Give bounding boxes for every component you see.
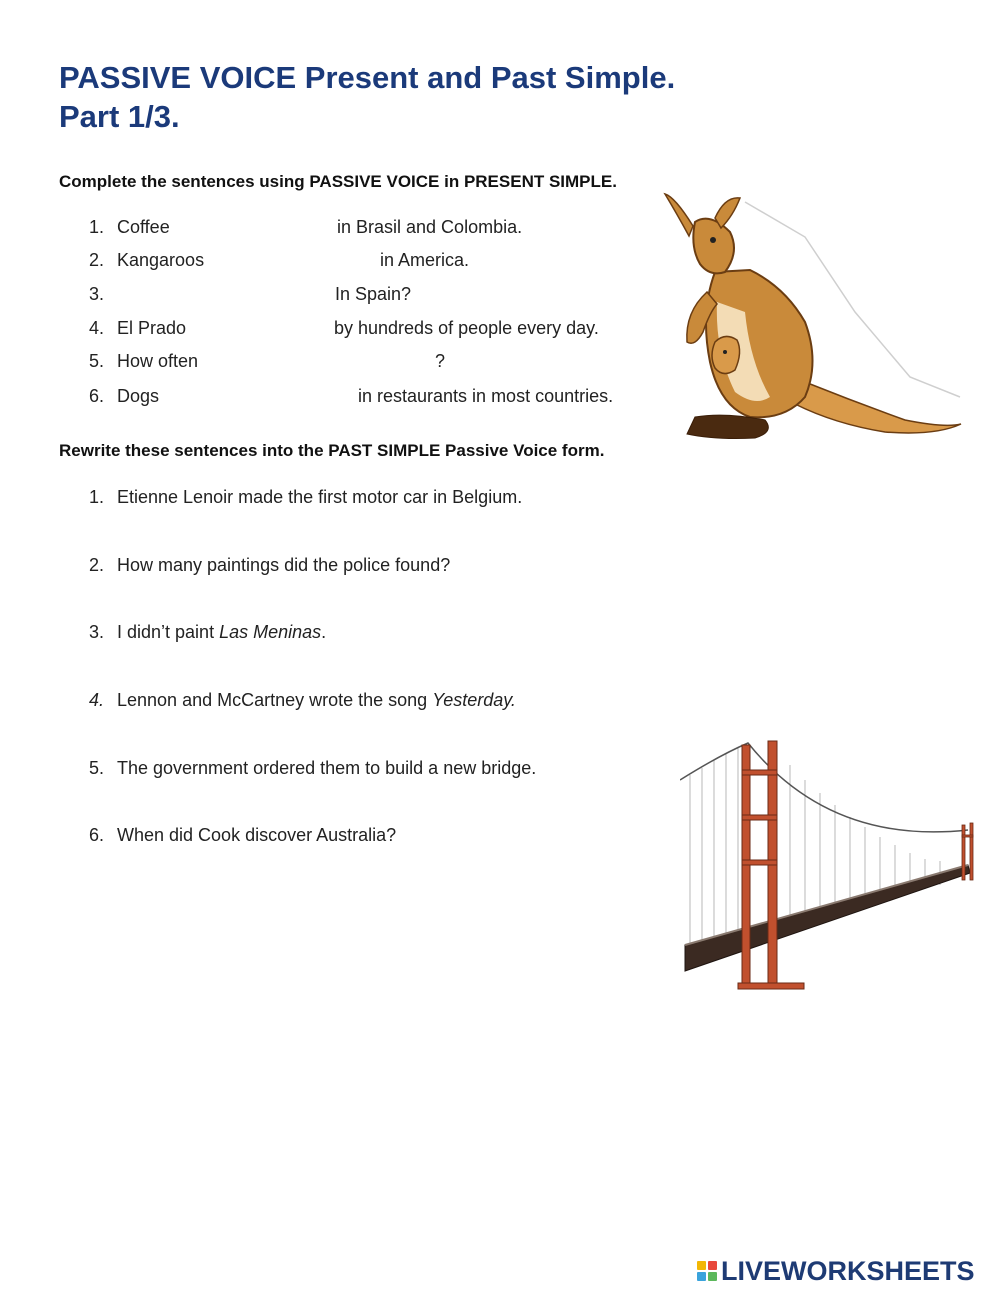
bridge-deck-edge: [685, 865, 968, 945]
sentence-end: in Brasil and Colombia.: [337, 217, 523, 237]
sentence-text: How many paintings did the police found?: [117, 555, 451, 575]
item-number: 2.: [88, 555, 104, 575]
logo-block: [697, 1272, 706, 1281]
kangaroo-eye: [710, 237, 716, 243]
logo-brand-text: LIVEWORKSHEETS: [721, 1255, 975, 1286]
logo-block: [697, 1261, 706, 1270]
kangaroo-ear-left: [665, 194, 693, 236]
sentence-plain: I didn’t paint: [117, 622, 220, 642]
sentence-end: In Spain?: [335, 284, 412, 304]
logo-blocks-icon: [697, 1261, 717, 1281]
sentence-text: The government ordered them to build a new bridge.: [117, 758, 537, 778]
kangaroo-illustration: [655, 192, 965, 442]
page-title: [59, 58, 675, 136]
sentence-text: Etienne Lenoir made the first motor car in Belgium.: [117, 487, 523, 507]
item-number: 1.: [88, 217, 104, 237]
bridge-illustration: [680, 735, 980, 995]
sentence-start: Dogs: [117, 386, 160, 406]
title-line-1: PASSIVE VOICE Present and Past Simple.: [59, 60, 676, 95]
sentence-end: ?: [435, 351, 446, 371]
title-line-2: Part 1/3.: [59, 99, 180, 134]
sentence-end: in America.: [380, 250, 470, 270]
item-number: 4.: [88, 318, 104, 338]
bridge-main-cable: [680, 743, 968, 832]
section1-instruction: Complete the sentences using PASSIVE VOICE in PRESENT SIMPLE.: [59, 172, 617, 191]
item-number: 2.: [88, 250, 104, 270]
sentence-text: [117, 688, 516, 712]
kangaroo-ear-right: [715, 198, 740, 228]
sentence-start: How often: [117, 351, 199, 371]
kangaroo-tail: [795, 382, 961, 433]
joey: [712, 336, 740, 373]
item-number: 3.: [88, 284, 104, 304]
item-number: 5.: [88, 351, 104, 371]
sentence-italic: Las Meninas: [219, 622, 322, 642]
sentence-end: by hundreds of people every day.: [334, 318, 599, 338]
sentence-start: Coffee: [117, 217, 170, 237]
item-number: 3.: [88, 622, 104, 642]
joey-eye: [723, 350, 727, 354]
sentence-start: El Prado: [117, 318, 187, 338]
item-number: 5.: [88, 758, 104, 778]
sentence-text: When did Cook discover Australia?: [117, 825, 397, 845]
bridge-deck: [685, 865, 970, 971]
sentence-text: [117, 620, 326, 644]
item-number: 6.: [88, 825, 104, 845]
bridge-tower-near: [738, 741, 804, 989]
kangaroo-foot: [687, 415, 768, 438]
sentence-after: .: [321, 622, 327, 642]
sentence-plain: Lennon and McCartney wrote the song: [117, 690, 433, 710]
item-number: 1.: [88, 487, 104, 507]
item-number: 6.: [88, 386, 104, 406]
kangaroo-head: [693, 219, 734, 274]
sentence-italic: Yesterday.: [432, 690, 516, 710]
sentence-end: in restaurants in most countries.: [358, 386, 614, 406]
liveworksheets-logo: [697, 1256, 975, 1286]
section2-instruction: Rewrite these sentences into the PAST SIMPLE Passive Voice form.: [59, 441, 605, 460]
sentence-start: Kangaroos: [117, 250, 205, 270]
logo-block: [708, 1272, 717, 1281]
logo-block: [708, 1261, 717, 1270]
item-number: 4.: [88, 690, 104, 710]
